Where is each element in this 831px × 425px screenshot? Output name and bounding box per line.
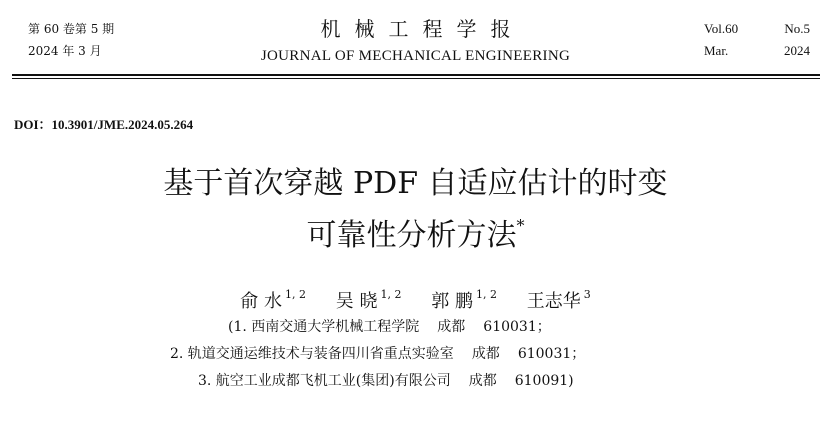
paper-title-line-1: 基于首次穿越 PDF 自适应估计的时变 xyxy=(163,166,668,201)
doi[interactable]: DOI：10.3901/JME.2024.05.264 xyxy=(14,117,194,132)
issue-no: No.5 xyxy=(784,21,810,36)
affiliation-city: 成都 xyxy=(471,346,500,362)
author xyxy=(336,282,402,315)
month: Mar. xyxy=(704,43,729,58)
author-name: 俞 水 xyxy=(240,291,283,312)
header-rule-thin xyxy=(12,78,820,79)
year: 2024 xyxy=(784,43,810,58)
author xyxy=(240,282,306,315)
author xyxy=(431,282,497,315)
paper-title-line-2-text: 可靠性分析方法 xyxy=(306,218,517,253)
author-affiliation-mark: 1, 2 xyxy=(285,288,307,301)
paper-title-line-2 xyxy=(0,205,831,257)
author-list xyxy=(0,282,831,315)
author xyxy=(527,282,591,315)
journal-title-en: JOURNAL OF MECHANICAL ENGINEERING xyxy=(260,48,571,64)
affiliation xyxy=(228,316,551,338)
author-affiliation-mark: 1, 2 xyxy=(475,288,497,301)
title-footnote-mark: * xyxy=(516,216,525,235)
issue-date: 2024 年 3 月 xyxy=(28,44,102,58)
affiliation-zip: 610031； xyxy=(517,346,586,362)
affiliation-city: 成都 xyxy=(437,319,466,335)
journal-title-cn: 机械工程学报 xyxy=(320,17,525,41)
author-name: 郭 鹏 xyxy=(431,291,473,312)
affiliation-city: 成都 xyxy=(468,373,497,389)
affiliation-name: 2. 轨道交通运维技术与装备四川省重点实验室 xyxy=(170,346,454,362)
issue-number: 第 60 卷第 5 期 xyxy=(28,22,115,36)
header-rule-thick xyxy=(12,74,820,76)
affiliation-name: (1. 西南交通大学机械工程学院 xyxy=(228,319,420,335)
affiliation-name: 3. 航空工业成都飞机工业(集团)有限公司 xyxy=(198,373,451,389)
author-affiliation-mark: 3 xyxy=(583,288,591,301)
affiliation xyxy=(170,343,585,365)
author-name: 王志华 xyxy=(526,291,581,312)
author-name: 吴 晓 xyxy=(335,291,378,312)
volume-info xyxy=(704,18,810,62)
affiliation-zip: 610031； xyxy=(483,319,551,335)
affiliation xyxy=(198,370,574,392)
volume: Vol.60 xyxy=(704,21,739,36)
affiliation-zip: 610091) xyxy=(514,373,574,389)
author-affiliation-mark: 1, 2 xyxy=(380,288,402,301)
